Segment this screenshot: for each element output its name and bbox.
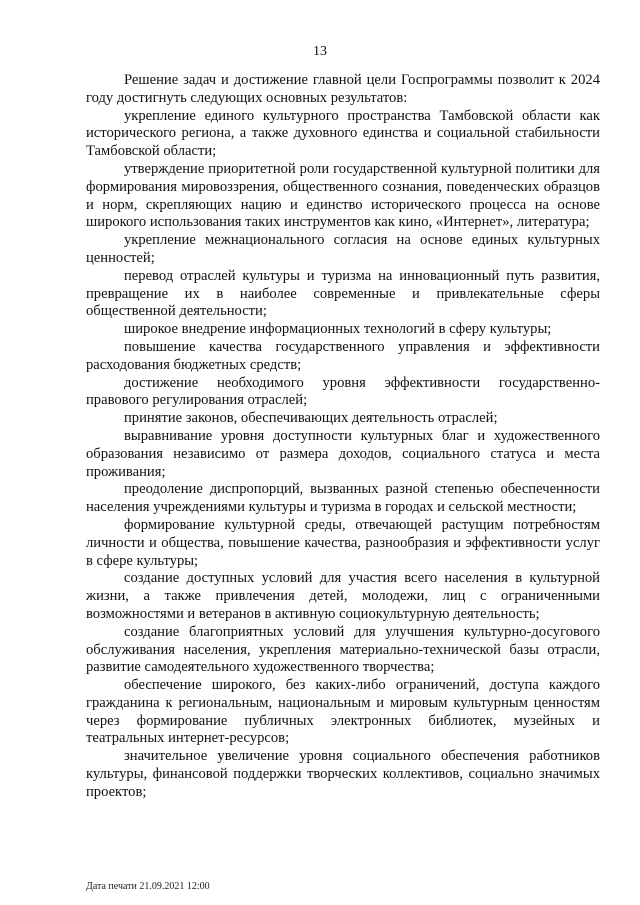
paragraph-intro: Решение задач и достижение главной цели Госпрограммы позволит к 2024 году достигнуть следующих основных результатов: (86, 72, 600, 106)
list-item: преодоление диспропорций, вызванных разной степенью обеспеченности населения учреждениями культуры и туризма в городах и сельской местности; (86, 481, 600, 516)
list-item: укрепление межнационального согласия на основе единых культурных ценностей; (86, 232, 600, 266)
list-item: создание доступных условий для участия всего населения в культурной жизни, а также привлечения детей, молодежи, лиц с ограниченными возможностями и ветеранов в активную социокультурную деятельность; (86, 570, 600, 622)
list-item: утверждение приоритетной роли государственной культурной политики для формирования мировоззрения, общественного сознания, поведенческих образцов и норм, скрепляющих нацию и единство исторического процесса на основе широкого использования таких инструментов как кино, «Интернет», литература; (86, 160, 600, 231)
list-item: широкое внедрение информационных технологий в сферу культуры; (124, 321, 552, 338)
list-item: формирование культурной среды, отвечающей растущим потребностям личности и общества, повышение качества, разнообразия и эффективности услуг в сфере культуры; (86, 516, 600, 569)
print-date-footer: Дата печати 21.09.2021 12:00 (86, 881, 210, 892)
list-item: достижение необходимого уровня эффективности государственно-правового регулирования отраслей; (86, 374, 600, 409)
list-item: выравнивание уровня доступности культурных благ и художественного образования независимо от размера доходов, социального статуса и места проживания; (86, 427, 600, 480)
document-body (86, 72, 600, 802)
page-number: 13 (313, 44, 327, 59)
list-item: укрепление единого культурного пространства Тамбовской области как исторического региона, а также духовного единства и социальной стабильности Тамбовской области; (86, 107, 600, 160)
list-item: принятие законов, обеспечивающих деятельность отраслей; (124, 410, 498, 427)
list-item: перевод отраслей культуры и туризма на инновационный путь развития, превращение их в наиболее современные и привлекательные сферы общественной деятельности; (86, 267, 600, 320)
list-item: обеспечение широкого, без каких-либо ограничений, доступа каждого гражданина к региональным, национальным и мировым культурным ценностям через формирование публичных электронных библиотек, музейных и театральных интернет-ресурсов; (86, 677, 600, 747)
list-item: повышение качества государственного управления и эффективности расходования бюджетных средств; (86, 338, 600, 373)
list-item: значительное увеличение уровня социального обеспечения работников культуры, финансовой поддержки творческих коллективов, социально значимых проектов; (86, 748, 600, 800)
list-item: создание благоприятных условий для улучшения культурно-досугового обслуживания населения, укрепления материально-технической базы отрасли, развитие самодеятельного художественного творчества; (86, 623, 600, 676)
